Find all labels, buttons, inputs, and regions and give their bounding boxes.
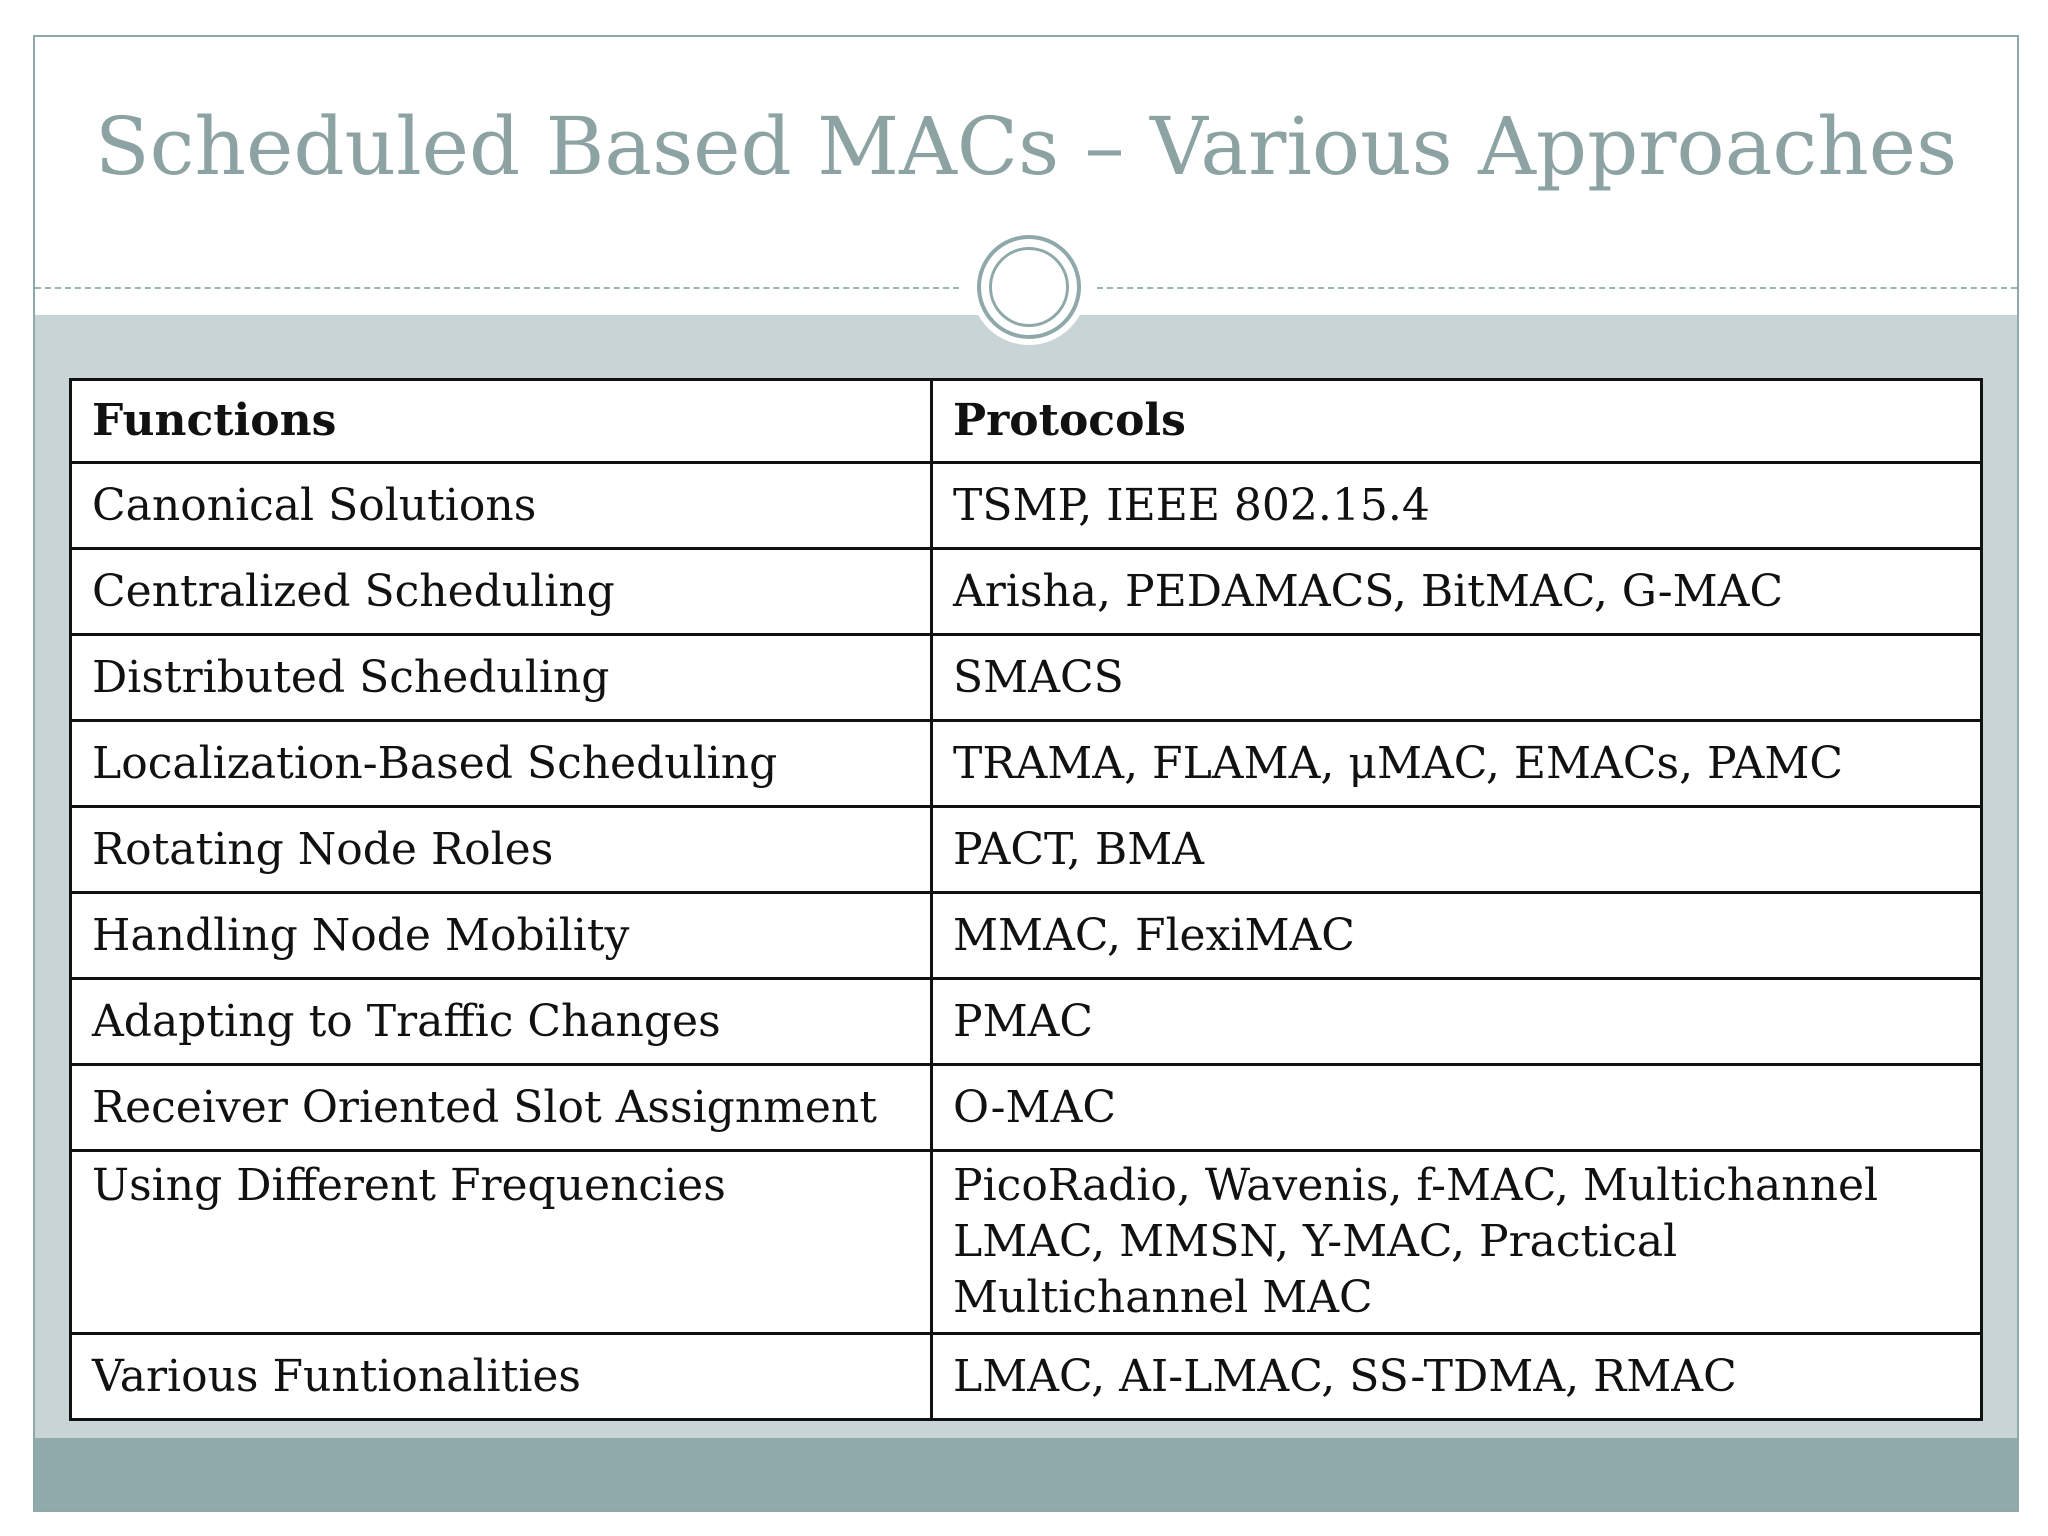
protocols-cell: LMAC, AI-LMAC, SS-TDMA, RMAC bbox=[932, 1334, 1982, 1420]
table-row bbox=[71, 807, 1982, 893]
function-cell: Rotating Node Roles bbox=[71, 807, 932, 893]
table-row bbox=[71, 635, 1982, 721]
footer-band bbox=[35, 1438, 2017, 1510]
mac-approaches-table bbox=[69, 378, 1983, 1421]
table-row bbox=[71, 893, 1982, 979]
slide-title: Scheduled Based MACs – Various Approaches bbox=[94, 100, 1958, 193]
function-cell: Canonical Solutions bbox=[71, 463, 932, 549]
table-row bbox=[71, 979, 1982, 1065]
protocols-cell: PicoRadio, Wavenis, f-MAC, Multichannel LMAC, MMSN, Y-MAC, Practical Multichannel MAC bbox=[932, 1151, 1982, 1334]
table-header-row bbox=[71, 380, 1982, 463]
divider-right bbox=[1097, 287, 2017, 289]
protocols-cell: PACT, BMA bbox=[932, 807, 1982, 893]
function-cell: Receiver Oriented Slot Assignment bbox=[71, 1065, 932, 1151]
divider-circle-inner bbox=[989, 247, 1069, 327]
protocols-cell: PMAC bbox=[932, 979, 1982, 1065]
protocols-cell: MMAC, FlexiMAC bbox=[932, 893, 1982, 979]
function-cell: Using Different Frequencies bbox=[71, 1151, 932, 1334]
function-cell: Localization-Based Scheduling bbox=[71, 721, 932, 807]
table-row bbox=[71, 463, 1982, 549]
table-row bbox=[71, 721, 1982, 807]
protocols-cell: Arisha, PEDAMACS, BitMAC, G-MAC bbox=[932, 549, 1982, 635]
table-row bbox=[71, 1151, 1982, 1334]
protocols-cell: O-MAC bbox=[932, 1065, 1982, 1151]
function-cell: Adapting to Traffic Changes bbox=[71, 979, 932, 1065]
protocols-cell: TRAMA, FLAMA, μMAC, EMACs, PAMC bbox=[932, 721, 1982, 807]
table-row bbox=[71, 1065, 1982, 1151]
header-protocols: Protocols bbox=[932, 380, 1982, 463]
function-cell: Various Funtionalities bbox=[71, 1334, 932, 1420]
table-row bbox=[71, 549, 1982, 635]
table-row bbox=[71, 1334, 1982, 1420]
function-cell: Distributed Scheduling bbox=[71, 635, 932, 721]
header-functions: Functions bbox=[71, 380, 932, 463]
divider-left bbox=[35, 287, 959, 289]
function-cell: Handling Node Mobility bbox=[71, 893, 932, 979]
function-cell: Centralized Scheduling bbox=[71, 549, 932, 635]
protocols-cell: SMACS bbox=[932, 635, 1982, 721]
slide bbox=[33, 35, 2019, 1512]
protocols-cell: TSMP, IEEE 802.15.4 bbox=[932, 463, 1982, 549]
